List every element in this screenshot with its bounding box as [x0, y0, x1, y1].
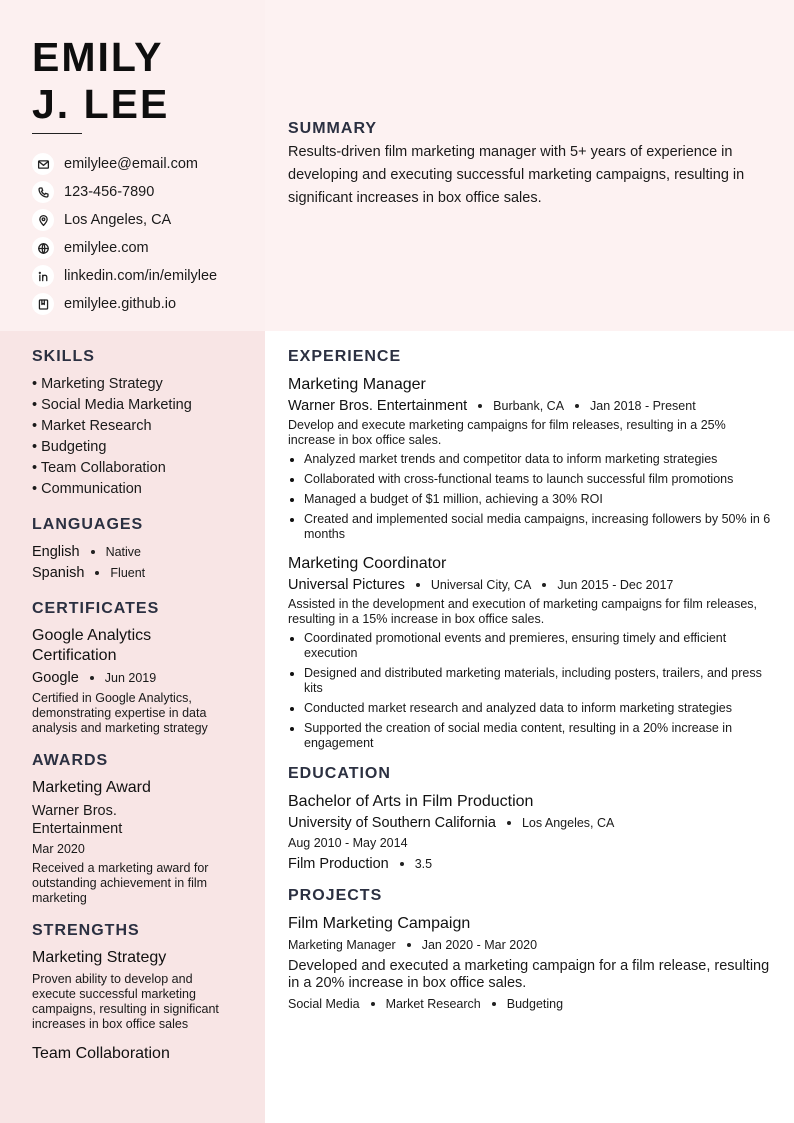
- name-line-1: EMILY: [32, 34, 164, 80]
- awards-title: AWARDS: [32, 752, 109, 769]
- skill-item: • Social Media Marketing: [32, 397, 192, 413]
- education-dates: Aug 2010 - May 2014: [288, 836, 408, 850]
- candidate-name: [32, 34, 169, 128]
- contact-phone[interactable]: [32, 178, 217, 206]
- education-meta: [288, 814, 774, 832]
- experience-title: EXPERIENCE: [288, 348, 402, 365]
- separator-dot: [91, 550, 95, 554]
- job-bullet: Collaborated with cross-functional teams to launch successful film promotions: [288, 472, 774, 487]
- awards-section: [32, 752, 237, 906]
- contact-list: [32, 150, 217, 318]
- certificate-description: Certified in Google Analytics, demonstrating expertise in data analysis and marketing strategy: [32, 691, 208, 735]
- separator-dot: [542, 583, 546, 587]
- separator-dot: [478, 404, 482, 408]
- contact-website-text: emilylee.com: [64, 240, 149, 256]
- education-field: Film Production: [288, 856, 389, 872]
- contact-email-text: emilylee@email.com: [64, 156, 198, 172]
- separator-dot: [95, 571, 99, 575]
- contact-linkedin[interactable]: [32, 262, 217, 290]
- language-name: Spanish: [32, 565, 85, 581]
- project-tags: [288, 995, 774, 1013]
- job-entry: [288, 375, 774, 542]
- certificate-name: Google Analytics Certification: [32, 627, 152, 664]
- projects-section: [288, 887, 774, 1013]
- globe-icon: [32, 237, 54, 259]
- education-title: EDUCATION: [288, 765, 391, 782]
- job-bullet: Designed and distributed marketing materials, including posters, trailers, and press kits: [288, 666, 774, 696]
- language-item: [32, 563, 237, 584]
- skill-item: • Budgeting: [32, 439, 107, 455]
- strengths-title: STRENGTHS: [32, 922, 140, 939]
- project-tag: Budgeting: [506, 997, 564, 1011]
- strength-description: Proven ability to develop and execute successful marketing campaigns, resulting in significant increases in box office sales: [32, 972, 219, 1031]
- main-column: [288, 348, 774, 1027]
- education-degree: Bachelor of Arts in Film Production: [288, 793, 534, 810]
- experience-section: [288, 348, 774, 751]
- award-name: Marketing Award: [32, 779, 151, 796]
- phone-icon: [32, 181, 54, 203]
- language-name: English: [32, 544, 80, 560]
- job-bullet: Managed a budget of $1 million, achieving a 30% ROI: [288, 492, 774, 507]
- mail-icon: [32, 153, 54, 175]
- linkedin-icon: [32, 265, 54, 287]
- award-issuer: Warner Bros. Entertainment: [32, 803, 123, 837]
- project-role: Marketing Manager: [288, 938, 396, 952]
- skills-title: SKILLS: [32, 348, 95, 365]
- contact-location: [32, 206, 217, 234]
- skill-item: • Communication: [32, 481, 142, 497]
- projects-title: PROJECTS: [288, 887, 383, 904]
- award-description: Received a marketing award for outstanding achievement in film marketing: [32, 861, 209, 905]
- education-section: [288, 765, 774, 873]
- job-bullet: Supported the creation of social media content, resulting in a 20% increase in engagement: [288, 721, 774, 751]
- certificate-date: Jun 2019: [104, 671, 157, 685]
- job-company: Warner Bros. Entertainment: [288, 398, 468, 414]
- contact-location-text: Los Angeles, CA: [64, 212, 172, 228]
- location-pin-icon: [32, 209, 54, 231]
- separator-dot: [371, 1002, 375, 1006]
- certificate-meta: [32, 668, 237, 689]
- github-icon: [32, 293, 54, 315]
- sidebar: [32, 348, 237, 1080]
- separator-dot: [416, 583, 420, 587]
- languages-section: [32, 516, 237, 584]
- job-bullets: [288, 452, 774, 542]
- contact-linkedin-text: linkedin.com/in/emilylee: [64, 268, 218, 284]
- skill-item: • Team Collaboration: [32, 460, 166, 476]
- job-bullet: Conducted market research and analyzed data to inform marketing strategies: [288, 701, 774, 716]
- contact-website[interactable]: [32, 234, 217, 262]
- contact-github-text: emilylee.github.io: [64, 296, 177, 312]
- skill-item: • Market Research: [32, 418, 152, 434]
- contact-github[interactable]: [32, 290, 217, 318]
- project-description: Developed and executed a marketing campaign for a film release, resulting in a 20% increase in box office sales.: [288, 958, 770, 991]
- project-dates: Jan 2020 - Mar 2020: [421, 938, 538, 952]
- language-level: Native: [105, 545, 141, 559]
- skill-item: • Marketing Strategy: [32, 376, 163, 392]
- strength-name: Marketing Strategy: [32, 949, 167, 966]
- job-meta: [288, 576, 774, 594]
- contact-email[interactable]: [32, 150, 217, 178]
- language-level: Fluent: [110, 566, 146, 580]
- certificates-title: CERTIFICATES: [32, 600, 160, 617]
- job-title: Marketing Coordinator: [288, 555, 447, 572]
- job-location: Burbank, CA: [493, 399, 565, 413]
- job-meta: [288, 397, 774, 415]
- job-description: Develop and execute marketing campaigns for film releases, resulting in a 25% increase in box office sales.: [288, 418, 726, 447]
- name-divider: [32, 133, 82, 134]
- education-field-meta: [288, 855, 774, 873]
- separator-dot: [507, 821, 511, 825]
- languages-title: LANGUAGES: [32, 516, 144, 533]
- job-description: Assisted in the development and execution of marketing campaigns for film releases, resulting in a 15% increase in box office sales.: [288, 597, 757, 626]
- project-tag: Social Media: [288, 997, 360, 1011]
- separator-dot: [575, 404, 579, 408]
- job-dates: Jan 2018 - Present: [590, 399, 696, 413]
- summary-title: SUMMARY: [288, 120, 378, 137]
- job-bullet: Analyzed market trends and competitor data to inform marketing strategies: [288, 452, 774, 467]
- project-tag: Market Research: [385, 997, 481, 1011]
- education-gpa: 3.5: [414, 857, 433, 871]
- job-title: Marketing Manager: [288, 376, 426, 393]
- contact-phone-text: 123-456-7890: [64, 184, 155, 200]
- project-name: Film Marketing Campaign: [288, 915, 471, 932]
- project-meta: [288, 936, 774, 954]
- certificates-section: [32, 600, 237, 736]
- separator-dot: [407, 943, 411, 947]
- job-bullet: Created and implemented social media campaigns, increasing followers by 50% in 6 months: [288, 512, 774, 542]
- skills-section: [32, 348, 237, 500]
- separator-dot: [400, 862, 404, 866]
- separator-dot: [492, 1002, 496, 1006]
- job-company: Universal Pictures: [288, 577, 405, 593]
- job-bullet: Coordinated promotional events and premieres, ensuring timely and efficient execution: [288, 631, 774, 661]
- strength-name: Team Collaboration: [32, 1045, 170, 1062]
- certificate-issuer: Google: [32, 670, 79, 686]
- education-location: Los Angeles, CA: [521, 816, 615, 830]
- award-date: Mar 2020: [32, 842, 85, 856]
- education-school: University of Southern California: [288, 815, 496, 831]
- separator-dot: [90, 676, 94, 680]
- job-entry: [288, 554, 774, 751]
- summary-text: Results-driven film marketing manager with 5+ years of experience in developing and executing successful marketing campaigns, resulting in significant increases in box office sales.: [288, 144, 745, 206]
- job-dates: Jun 2015 - Dec 2017: [557, 578, 674, 592]
- summary-section: [288, 120, 774, 210]
- language-item: [32, 542, 237, 563]
- job-location: Universal City, CA: [430, 578, 532, 592]
- name-line-2: J. LEE: [32, 81, 170, 127]
- strengths-section: [32, 922, 237, 1064]
- job-bullets: [288, 631, 774, 751]
